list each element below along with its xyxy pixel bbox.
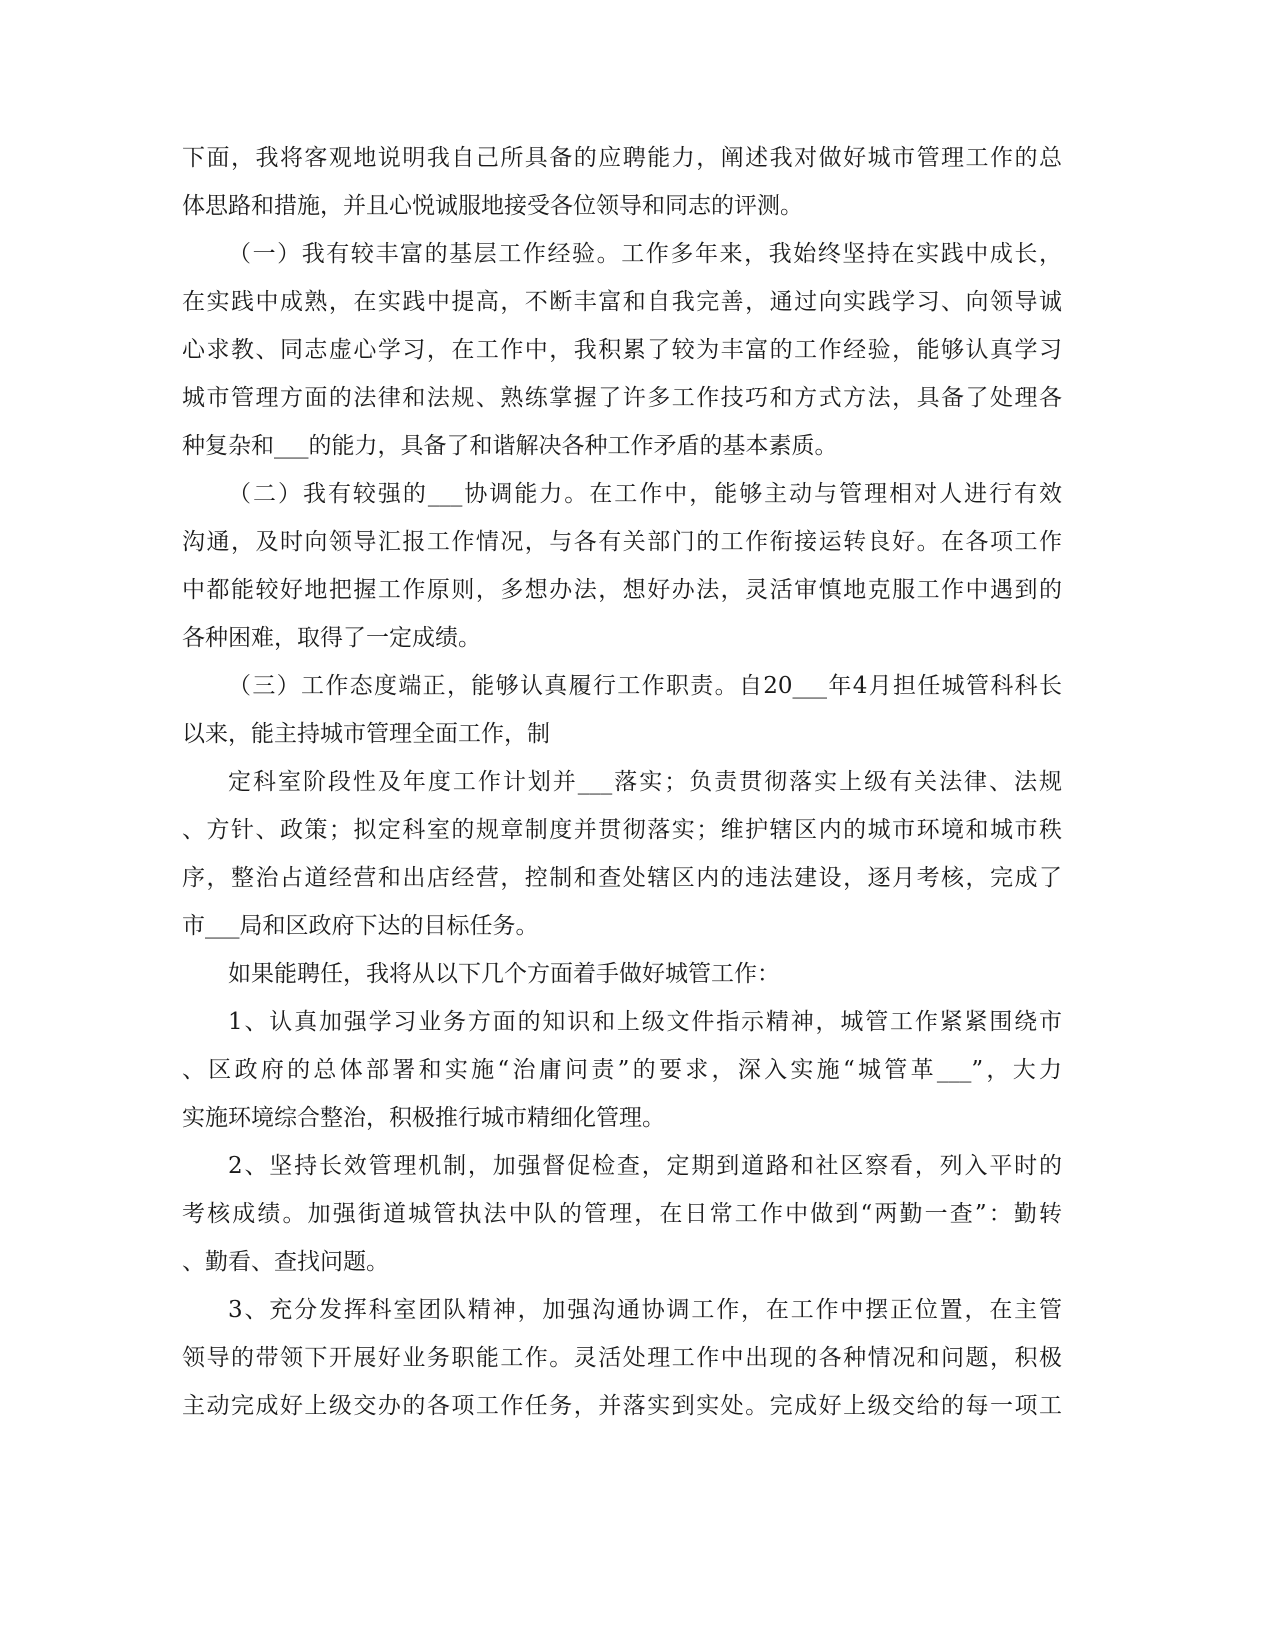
text-line: 序，整治占道经营和出店经营，控制和查处辖区内的违法建设，逐月考核，完成了 xyxy=(182,865,1062,891)
text-line: 各种困难，取得了一定成绩。 xyxy=(182,625,481,651)
text-line: 城市管理方面的法律和法规、熟练掌握了许多工作技巧和方式方法，具备了处理各 xyxy=(182,385,1062,411)
text-line: 体思路和措施，并且心悦诚服地接受各位领导和同志的评测。 xyxy=(182,193,803,219)
text-line: 中都能较好地把握工作原则，多想办法，想好办法，灵活审慎地克服工作中遇到的 xyxy=(182,577,1062,603)
text-line: 心求教、同志虚心学习，在工作中，我积累了较为丰富的工作经验，能够认真学习 xyxy=(182,337,1062,363)
text-line: （三）工作态度端正，能够认真履行工作职责。自20___年4月担任城管科科长 xyxy=(228,673,1062,699)
text-line: 1、认真加强学习业务方面的知识和上级文件指示精神，城管工作紧紧围绕市 xyxy=(228,1009,1062,1035)
document-body xyxy=(182,134,1062,1430)
text-line: 、区政府的总体部署和实施“治庸问责”的要求，深入实施“城管革___”，大力 xyxy=(182,1057,1062,1083)
text-line: 主动完成好上级交办的各项工作任务，并落实到实处。完成好上级交给的每一项工 xyxy=(182,1393,1062,1419)
text-line: （二）我有较强的___协调能力。在工作中，能够主动与管理相对人进行有效 xyxy=(228,481,1062,507)
text-line: 、勤看、查找问题。 xyxy=(182,1249,389,1275)
text-line: 下面，我将客观地说明我自己所具备的应聘能力，阐述我对做好城市管理工作的总 xyxy=(182,145,1062,171)
text-line: 在实践中成熟，在实践中提高，不断丰富和自我完善，通过向实践学习、向领导诚 xyxy=(182,289,1062,315)
text-line: 如果能聘任，我将从以下几个方面着手做好城管工作： xyxy=(228,961,780,987)
text-line: 实施环境综合整治，积极推行城市精细化管理。 xyxy=(182,1105,665,1131)
text-line: 定科室阶段性及年度工作计划并___落实；负责贯彻落实上级有关法律、法规 xyxy=(228,769,1062,795)
text-line: 种复杂和___的能力，具备了和谐解决各种工作矛盾的基本素质。 xyxy=(182,433,838,459)
text-line: 3、充分发挥科室团队精神，加强沟通协调工作，在工作中摆正位置，在主管 xyxy=(228,1297,1062,1323)
text-line: 领导的带领下开展好业务职能工作。灵活处理工作中出现的各种情况和问题，积极 xyxy=(182,1345,1062,1371)
text-line: 沟通，及时向领导汇报工作情况，与各有关部门的工作衔接运转良好。在各项工作 xyxy=(182,529,1062,555)
text-line: 2、坚持长效管理机制，加强督促检查，定期到道路和社区察看，列入平时的 xyxy=(228,1153,1062,1179)
text-line: 、方针、政策；拟定科室的规章制度并贯彻落实；维护辖区内的城市环境和城市秩 xyxy=(182,817,1062,843)
text-line: 以来，能主持城市管理全面工作，制 xyxy=(182,721,550,747)
text-line: （一）我有较丰富的基层工作经验。工作多年来，我始终坚持在实践中成长， xyxy=(228,241,1062,267)
text-line: 考核成绩。加强街道城管执法中队的管理，在日常工作中做到“两勤一查”：勤转 xyxy=(182,1201,1062,1227)
text-line: 市___局和区政府下达的目标任务。 xyxy=(182,913,539,939)
